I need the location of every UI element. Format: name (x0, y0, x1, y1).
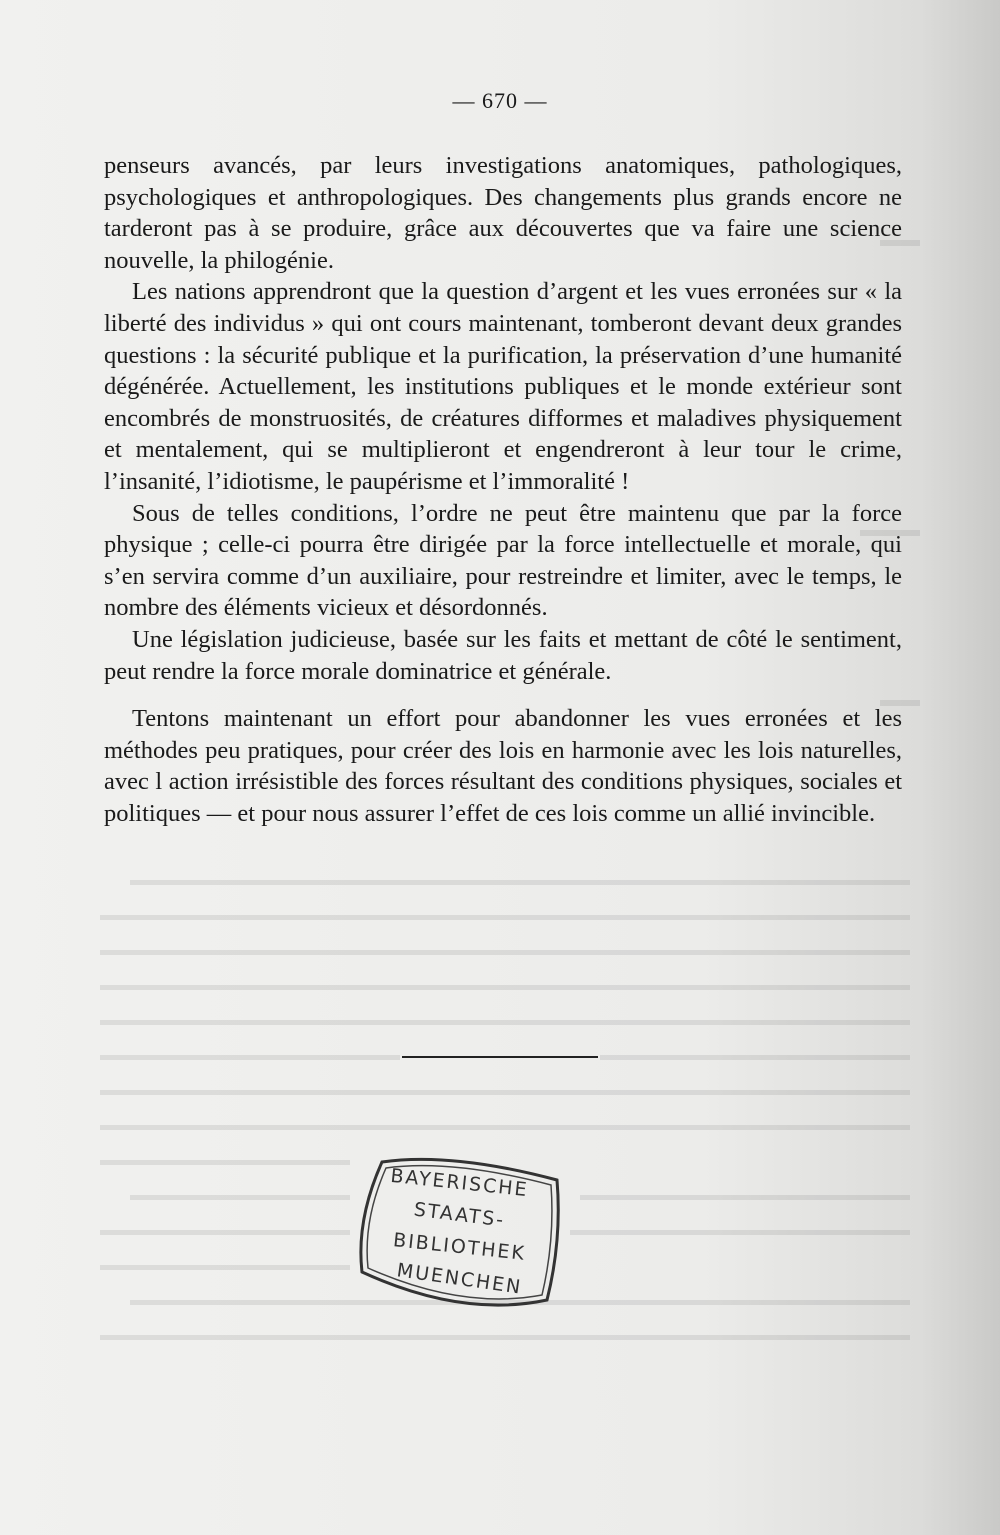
stamp-line: MUENCHEN (395, 1259, 524, 1299)
library-stamp (352, 1150, 567, 1315)
section-rule (402, 1056, 598, 1058)
paragraph: Sous de telles conditions, l’ordre ne peut être maintenu que par la force physique ; celle-ci pourra être dirigée par la force intellectuelle et morale, qui s’en servira comme d’un auxiliaire, pour restreindre et limiter, avec le temps, le nombre des éléments vicieux et désordonnés. (104, 499, 902, 622)
paragraph: Une législation judicieuse, basée sur les faits et mettant de côté le sentiment, peut rendre la force morale dominatrice et générale. (104, 625, 902, 685)
stamp-line: BIBLIOTHEK (392, 1229, 527, 1265)
body-text (104, 150, 902, 829)
paragraph: Tentons maintenant un effort pour abandonner les vues erronées et les méthodes peu pratiques, pour créer des lois en harmonie avec les lois naturelles, avec l action irrésistible des forces résultant des conditions physiques, sociales et politiques — et pour nous assurer l’effet de ces lois comme un allié invincible. (104, 705, 902, 827)
page-number: — 670 — (452, 88, 548, 113)
stamp-line: STAATS- (412, 1198, 507, 1232)
paragraph: penseurs avancés, par leurs investigations anatomiques, pathologiques, psychologiques et anthropologiques. Des changements plus grands encore ne tarderont pas à se produire, grâce aux découvertes que va faire une science nouvelle, la philogénie. (104, 152, 902, 274)
stamp-line: BAYERISCHE (389, 1164, 530, 1202)
paragraph: Les nations apprendront que la question d’argent et les vues erronées sur « la liberté des individus » qui ont cours maintenant, tomberont devant deux grandes questions : la sécurité publique et la purification, la préservation d’une humanité dégénérée. Actuellement, les institutions publiques et le monde extérieur sont encombrés de monstruosités, de créatures difformes et maladives physiquement et mentalement, qui se multiplieront et engendreront à leur tour le crime, l’insanité, l’idiotisme, le paupérisme et l’immoralité ! (104, 278, 902, 495)
